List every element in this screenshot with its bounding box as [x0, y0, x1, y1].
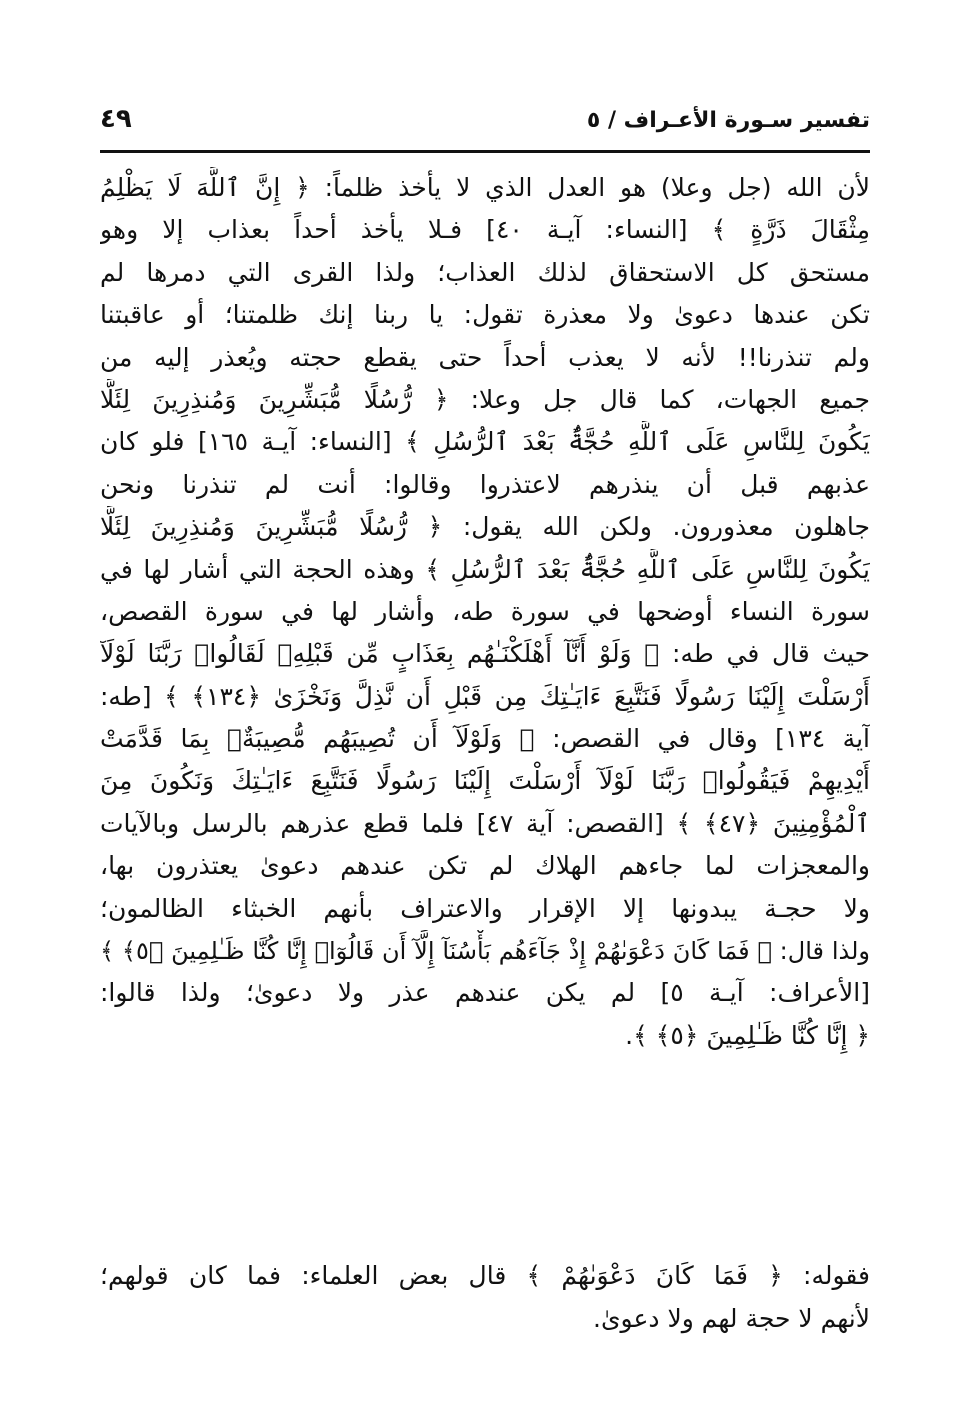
text-line: جاهلون معذورون. ولكن الله يقول: ﴿ رُّسُلًا مُّبَشِّرِينَ وَمُنذِرِينَ لِئَلَّا	[100, 512, 870, 542]
text-line: ولا حجـة يبدونها إلا الإقرار والاعتراف بأنهم الخبثاء الظالمون؛	[100, 893, 870, 923]
text-line: عذبهم قبل أن ينذرهم لاعتذروا وقالوا: أنت لم تنذرنا ونحن	[100, 469, 870, 499]
text-line: سورة النساء أوضحها في سورة طه، وأشار لها في سورة القصص،	[100, 596, 870, 626]
text-line: فقوله: ﴿ فَمَا كَانَ دَعْوَىٰهُمْ ﴾ قال بعض العلماء: فما كان قولهم؛	[100, 1261, 870, 1290]
text-line: ولذا قال: ﴿ فَمَا كَانَ دَعْوَىٰهُمْ إِذْ جَآءَهُم بَأْسُنَآ إِلَّآ أَن قَالُوٓا۟ إِنَّا كُنَّا ظَـٰلِمِينَ ﴿٥﴾ ﴾	[100, 937, 870, 966]
text-line: ﴿ إِنَّا كُنَّا ظَـٰلِمِينَ ﴿٥﴾ ﴾.	[625, 1020, 870, 1050]
text-line: جميع الجهات، كما قال جل وعلا: ﴿ رُّسُلًا مُّبَشِّرِينَ وَمُنذِرِينَ لِئَلَّا	[100, 384, 870, 414]
text-line: أَيْدِيهِمْ فَيَقُولُوا۟ رَبَّنَا لَوْلَآ أَرْسَلْتَ إِلَيْنَا رَسُولًا فَنَتَّبِعَ ءَايَـٰتِكَ وَنَكُونَ مِنَ	[100, 766, 870, 796]
text-line: يَكُونَ لِلنَّاسِ عَلَى ٱللَّهِ حُجَّةٌۢ بَعْدَ ٱلرُّسُلِ ﴾ وهذه الحجة التي أشار لها في	[100, 554, 870, 584]
second-paragraph	[100, 1254, 870, 1340]
text-line: آية ١٣٤] وقال في القصص: ﴿ وَلَوْلَآ أَن تُصِيبَهُم مُّصِيبَةٌۢ بِمَا قَدَّمَتْ	[100, 724, 870, 754]
text-line: يَكُونَ لِلنَّاسِ عَلَى ٱللَّهِ حُجَّةٌۢ بَعْدَ ٱلرُّسُلِ ﴾ [النساء: آيـة ١٦٥] فلو كان	[100, 427, 870, 457]
page-header	[100, 100, 870, 150]
text-line: أَرْسَلْتَ إِلَيْنَا رَسُولًا فَنَتَّبِعَ ءَايَـٰتِكَ مِن قَبْلِ أَن نَّذِلَّ وَنَخْزَىٰ ﴿١٣٤﴾ ﴾ [طه:	[100, 681, 870, 711]
text-line: ٱلْمُؤْمِنِينَ ﴿٤٧﴾ ﴾ [القصص: آية ٤٧] فلما قطع عذرهم بالرسل وبالآيات	[100, 808, 870, 838]
text-line: حيث قال في طه: ﴿ وَلَوْ أَنَّآ أَهْلَكْنَـٰهُم بِعَذَابٍ مِّن قَبْلِهِۦ لَقَالُوا۟ رَبَّنَا لَوْلَآ	[100, 639, 870, 669]
text-line: مِثْقَالَ ذَرَّةٍ ﴾ [النساء: آيـة ٤٠] فـلا يأخذ أحداً بعذاب إلا وهو	[100, 215, 870, 245]
text-line: لأنهم لا حجة لهم ولا دعوىٰ.	[593, 1304, 870, 1333]
main-paragraph	[100, 167, 870, 1057]
page-number: ٤٩	[100, 104, 132, 134]
text-line: والمعجزات لما جاءهم الهلاك لم تكن عندهم دعوىٰ يعتذرون بها،	[100, 851, 870, 881]
text-line: ولم تنذرنا!! لأنه لا يعذب أحداً حتى يقطع حجته ويُعذر إليه من	[100, 342, 870, 372]
text-line: [الأعراف: آيـة ٥] لم يكن عندهم عذر ولا دعوىٰ؛ ولذا قالوا:	[100, 978, 870, 1008]
header-divider	[100, 150, 870, 153]
text-line: مستحق كل الاستحقاق لذلك العذاب؛ ولذا القرى التي دمرها لم	[100, 257, 870, 287]
text-line: لأن الله (جل وعلا) هو العدل الذي لا يأخذ ظلماً: ﴿ إِنَّ ٱللَّهَ لَا يَظْلِمُ	[100, 173, 870, 202]
running-title: تفسير سـورة الأعـراف / ٥	[586, 108, 870, 133]
text-line: تكن عندها دعوىٰ ولا معذرة تقول: يا ربنا إنك ظلمتنا؛ أو عاقبتنا	[100, 300, 870, 330]
